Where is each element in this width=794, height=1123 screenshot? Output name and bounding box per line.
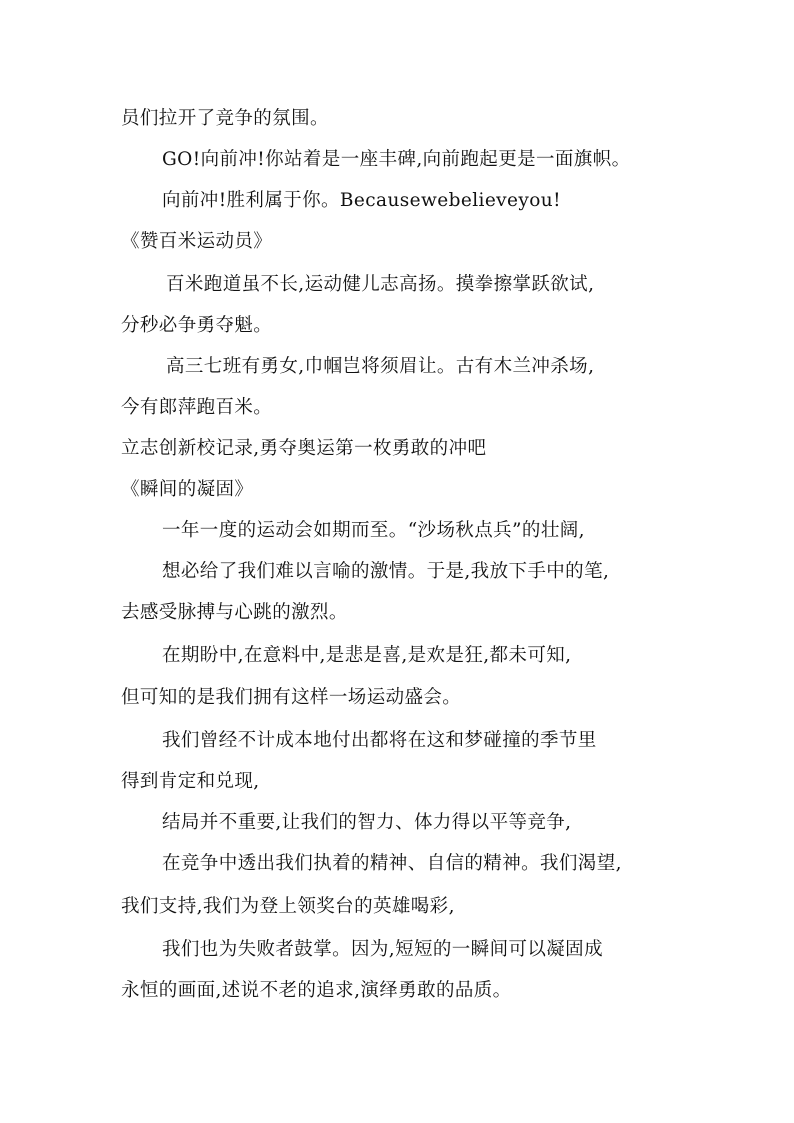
- paragraph-line: 但可知的是我们拥有这样一场运动盛会。: [121, 687, 462, 708]
- paragraph-line: 去感受脉搏与心跳的激烈。: [121, 602, 348, 623]
- paragraph-line: 结局并不重要,让我们的智力、体力得以平等竞争,: [162, 812, 572, 833]
- paragraph-line: 员们拉开了竞争的氛围。: [121, 108, 329, 129]
- paragraph-line: 想必给了我们难以言喻的激情。于是,我放下手中的笔,: [162, 561, 610, 582]
- paragraph-line: 我们支持,我们为登上领奖台的英雄喝彩,: [121, 896, 455, 917]
- paragraph-line: 百米跑道虽不长,运动健儿志高扬。摸拳擦掌跃欲试,: [166, 274, 595, 295]
- paragraph-line: 在期盼中,在意料中,是悲是喜,是欢是狂,都未可知,: [162, 645, 572, 666]
- paragraph-line: 在竞争中透出我们执着的精神、自信的精神。我们渴望,: [162, 853, 622, 874]
- paragraph-line: 分秒必争勇夺魁。: [121, 315, 273, 336]
- paragraph-line: 我们曾经不计成本地付出都将在这和梦碰撞的季节里: [162, 730, 597, 751]
- paragraph-line: 我们也为失败者鼓掌。因为,短短的一瞬间可以凝固成: [162, 939, 603, 960]
- paragraph-line: GO!向前冲!你站着是一座丰碑,向前跑起更是一面旗帜。: [162, 149, 631, 170]
- paragraph-line: 高三七班有勇女,巾帼岂将须眉让。古有木兰冲杀场,: [166, 356, 595, 377]
- paragraph-line: 得到肯定和兑现,: [121, 771, 260, 792]
- section-title: 《赞百米运动员》: [121, 231, 273, 252]
- paragraph-line: 立志创新校记录,勇夺奥运第一枚勇敢的冲吧: [121, 438, 487, 459]
- paragraph-line: 一年一度的运动会如期而至。“沙场秋点兵”的壮阔,: [162, 520, 585, 541]
- paragraph-line: 今有郎萍跑百米。: [121, 397, 273, 418]
- paragraph-line: 永恒的画面,述说不老的追求,演绎勇敢的品质。: [121, 980, 512, 1001]
- paragraph-line: 向前冲!胜利属于你。Becausewebelieveyou!: [162, 190, 561, 211]
- section-title: 《瞬间的凝固》: [121, 479, 254, 500]
